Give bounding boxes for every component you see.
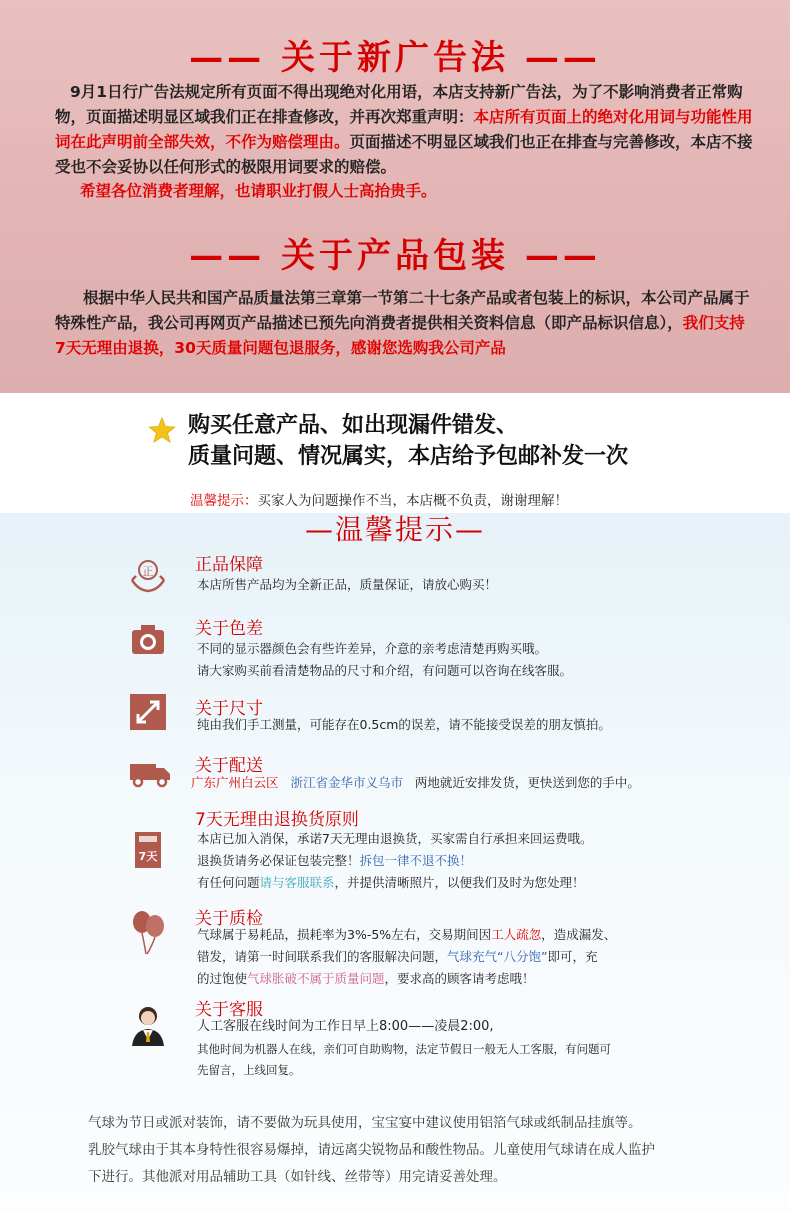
balloons-icon [128, 908, 168, 956]
genuine-icon-glyph: 正 [142, 565, 154, 578]
resize-arrow-icon [128, 692, 168, 732]
packaging-paragraph [55, 286, 755, 361]
customer-service-icon [128, 1004, 168, 1048]
delivery-location-2: 浙江省金华市义乌市 [290, 775, 403, 790]
ad-law-plea: 希望各位消费者理解，也请职业打假人士高抬贵手。 [80, 182, 437, 200]
warm-tip-text: 买家人为问题操作不当，本店概不负责，谢谢理解！ [257, 493, 568, 509]
size-line-1: 纯由我们手工测量，可能存在0.5cm的误差，请不能接受误差的朋友慎拍。 [197, 717, 611, 732]
promise-text [188, 410, 748, 472]
service-title: 关于客服 [195, 1000, 263, 1020]
color-line-2: 请大家购买前看清楚物品的尺寸和介绍，有问题可以咨询在线客服。 [197, 663, 573, 678]
delivery-text: 两地就近安排发货，更快送到您的手中。 [414, 775, 640, 790]
returns-line-2b: 拆包一律不退不换！ [359, 853, 473, 868]
warm-tip-label: 温馨提示： [190, 493, 258, 509]
packaging-title: —— 关于产品包装 —— [189, 236, 601, 276]
truck-icon [128, 752, 172, 792]
quality-line-1b: 工人疏忽 [491, 927, 542, 942]
genuine-line-1: 本店所售产品均为全新正品，质量保证，请放心购买！ [197, 577, 498, 592]
promise-line-2: 质量问题、情况属实，本店给予包邮补发一次 [188, 444, 629, 469]
ad-law-title: —— 关于新广告法 —— [189, 38, 601, 78]
ad-law-text-1: 9月1日行广告法规定所有页面不得出现绝对化用语，本店支持新广告法，为了不影响消费者正常购物，页面描述明显区域我们正在排查修改，并再次郑重声明： [55, 83, 743, 126]
quality-line-1a: 气球属于易耗品，损耗率为3%-5%左右，交易期间因 [197, 927, 492, 942]
returns-line-3b: 请与客服联系 [259, 875, 335, 890]
quality-line-3c: ，要求高的顾客请考虑哦！ [384, 971, 535, 986]
star-icon [148, 416, 176, 444]
calendar-icon-glyph: 7天 [138, 850, 158, 863]
footer-line-3: 下进行。其他派对用品辅助工具（如针线、丝带等）用完请妥善处理。 [88, 1169, 507, 1185]
promise-line-1: 购买任意产品、如出现漏件错发、 [188, 413, 519, 438]
quality-line-1c: ，造成漏发、 [541, 927, 617, 942]
returns-line-2 [197, 850, 472, 872]
packaging-text-red: 我们支持7天无理由退换，30天质量问题包退服务，感谢您选购我公司产品 [55, 314, 745, 357]
quality-line-2b: 气球充气“八分饱” [447, 949, 548, 964]
service-line-1: 人工客服在线时间为工作日早上8:00——凌晨2:00, [197, 1019, 494, 1034]
footer-notice [88, 1110, 728, 1191]
footer-line-1: 气球为节日或派对装饰，请不要做为玩具使用，宝宝宴中建议使用铝箔气球或纸制品挂旗等。 [88, 1115, 642, 1131]
returns-title: 7天无理由退换货原则 [195, 810, 359, 830]
ad-law-text-2: 页面描述不明显区域我们也正在排查与完善修改，本店不接受也不会妥协以任何形式的极限用词要求的赔偿。 [55, 133, 753, 176]
quality-line-3 [197, 968, 535, 990]
returns-line-3 [197, 872, 585, 894]
service-line-3: 先留言，上线回复。 [197, 1063, 301, 1077]
footer-line-2: 乳胶气球由于其本身特性很容易爆掉，请远离尖锐物品和酸性物品。儿童使用气球请在成人监护 [88, 1142, 655, 1158]
genuine-title: 正品保障 [195, 555, 263, 575]
returns-line-1: 本店已加入消保，承诺7天无理由退换货，买家需自行承担来回运费哦。 [197, 831, 593, 846]
calendar-icon [128, 830, 168, 870]
service-line-2: 其他时间为机器人在线，亲们可自助购物，法定节假日一般无人工客服，有问题可 [197, 1042, 611, 1056]
warm-tips-title: —温馨提示— [304, 513, 485, 546]
returns-line-2a: 退换货请务必保证包装完整！ [197, 853, 360, 868]
quality-line-2 [197, 946, 597, 968]
color-line-1: 不同的显示器颜色会有些许差异，介意的亲考虑清楚再购买哦。 [197, 641, 548, 656]
delivery-title: 关于配送 [195, 756, 263, 776]
delivery-location-1: 广东广州白云区 [191, 775, 279, 790]
quality-line-2c: 即可，充 [547, 949, 598, 964]
quality-line-1 [197, 924, 616, 946]
genuine-hands-icon [128, 556, 168, 596]
quality-title: 关于质检 [195, 909, 263, 929]
ad-law-paragraph [55, 80, 755, 180]
packaging-text: 根据中华人民共和国产品质量法第三章第一节第二十七条产品或者包装上的标识，本公司产品属于特殊性产品，我公司再网页产品描述已预先向消费者提供相关资料信息（即产品标识信息）， [55, 289, 750, 332]
warm-tip [190, 489, 568, 509]
color-title: 关于色差 [195, 619, 263, 639]
quality-line-2a: 错发，请第一时间联系我们的客服解决问题， [197, 949, 448, 964]
delivery-line [191, 772, 640, 794]
size-title: 关于尺寸 [195, 699, 263, 719]
returns-line-3a: 有任何问题 [197, 875, 260, 890]
returns-line-3c: ，并提供清晰照片，以便我们及时为您处理！ [334, 875, 585, 890]
ad-law-text-red: 本店所有页面上的绝对化用词与功能性用词在此声明前全部失效，不作为赔偿理由。 [55, 108, 753, 151]
quality-line-3a: 的过饱使 [197, 971, 248, 986]
quality-line-3b: 气球胀破不属于质量问题 [247, 971, 385, 986]
camera-icon [128, 620, 168, 660]
